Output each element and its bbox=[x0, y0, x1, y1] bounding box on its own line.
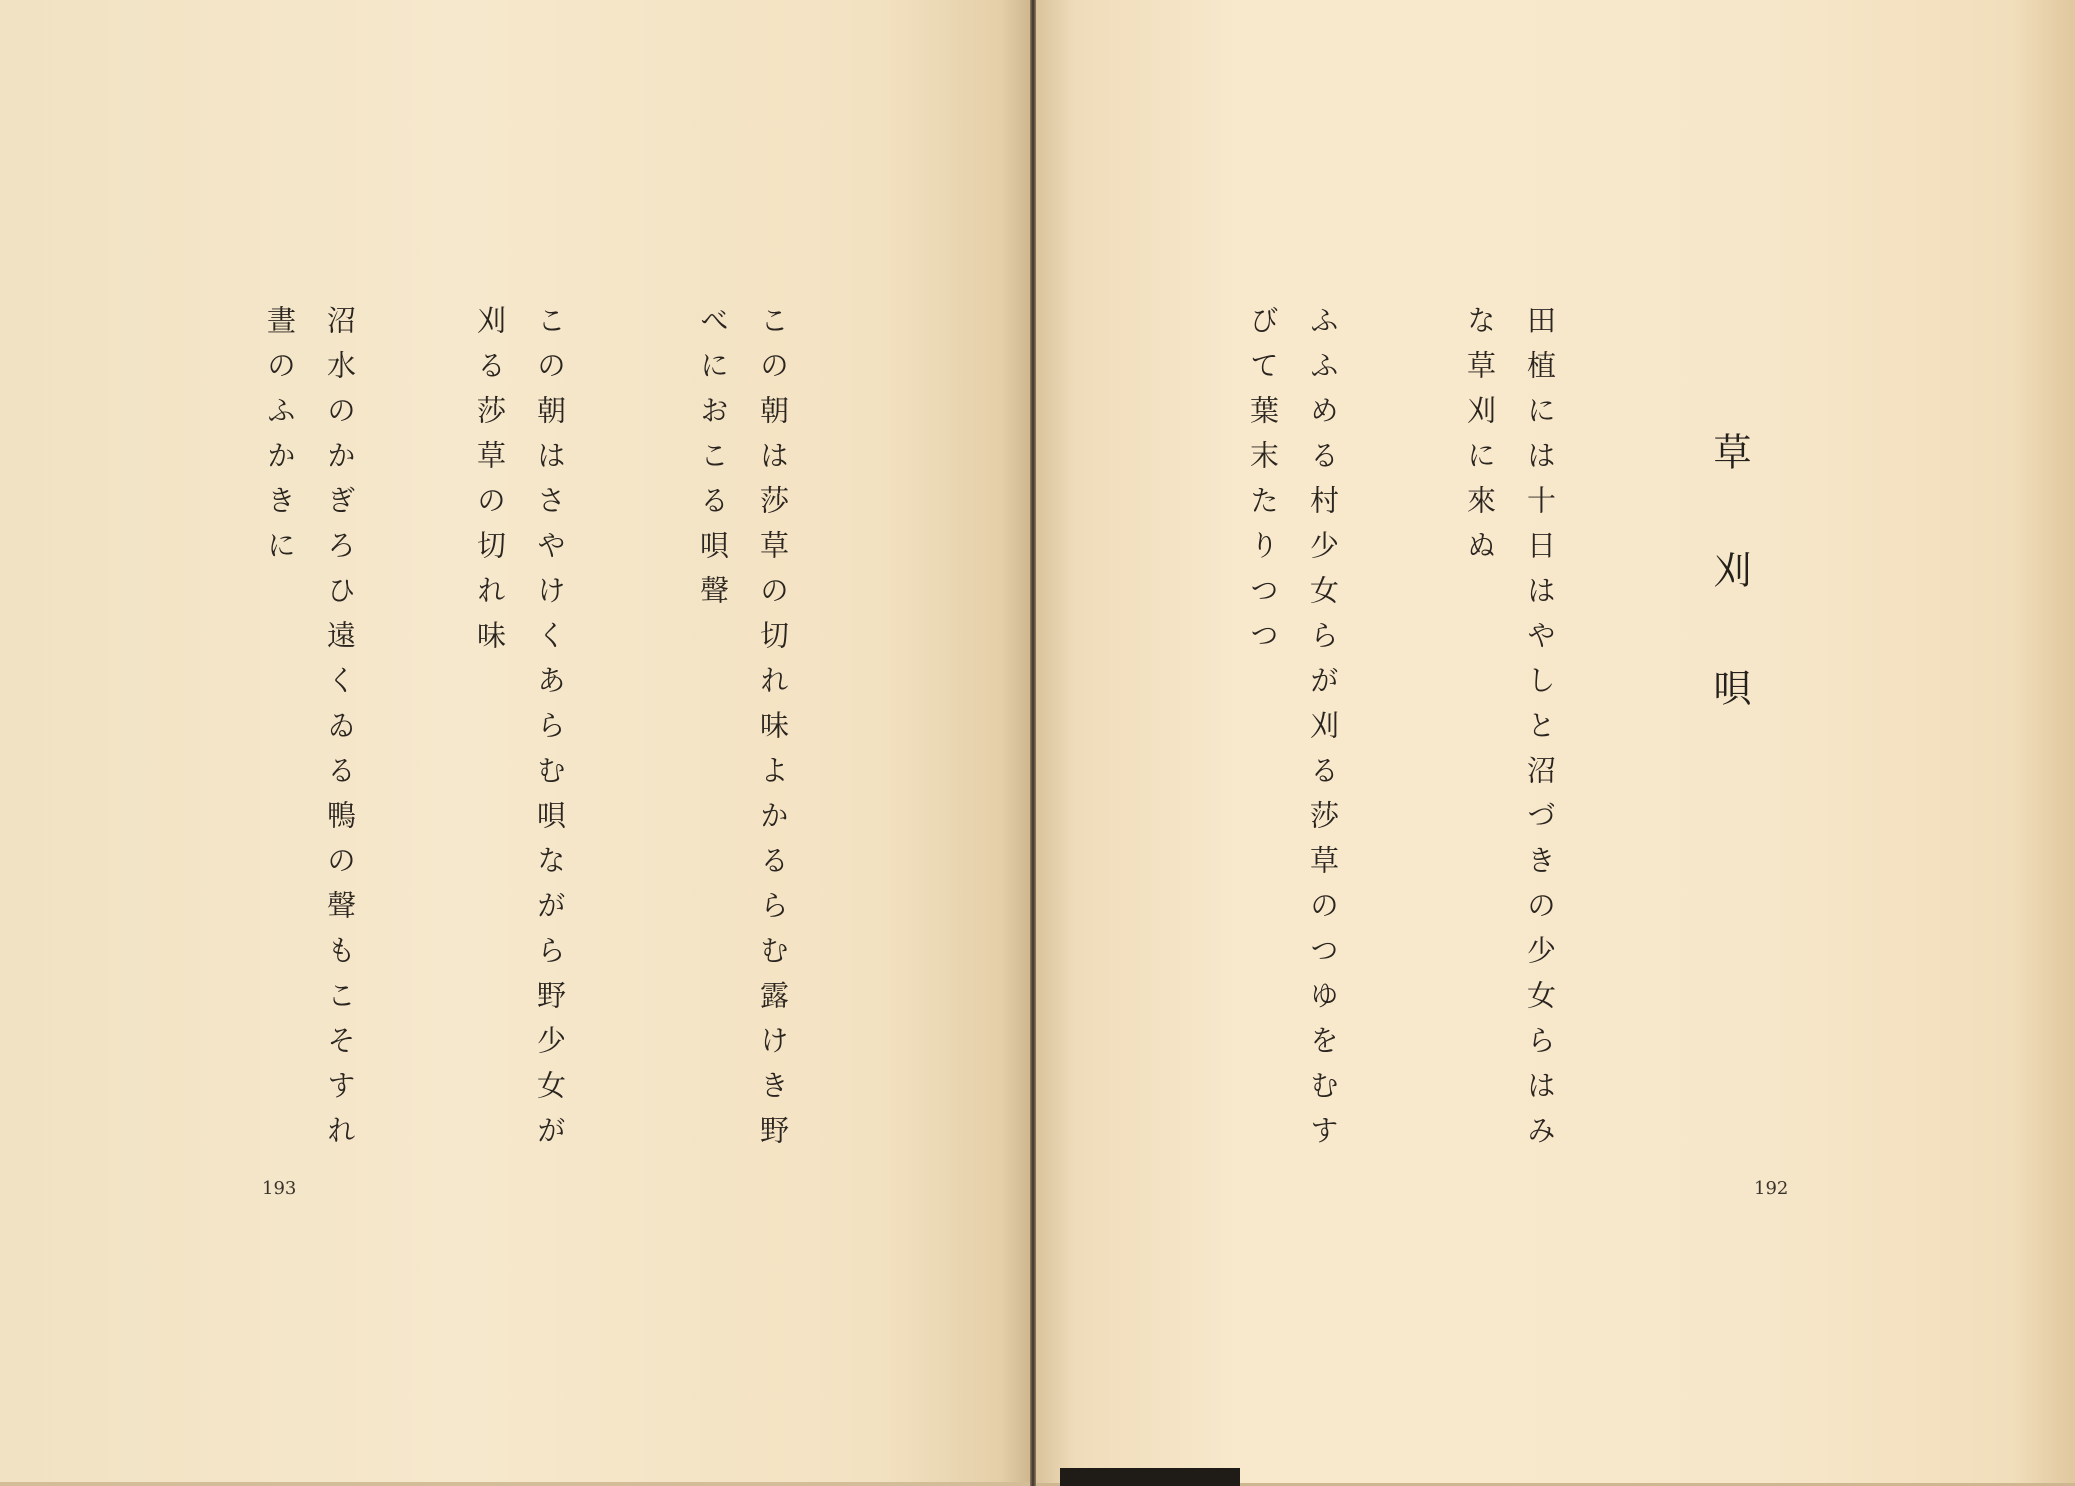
left-page bbox=[0, 0, 1032, 1486]
page-title: 草刈唄 bbox=[1707, 432, 1751, 786]
page-number: 192 bbox=[1754, 1178, 1789, 1199]
verse-line: 晝のふかきに bbox=[263, 305, 297, 575]
verse-line: 刈る莎草の切れ味 bbox=[473, 305, 507, 665]
verse-line: 沼水のかぎろひ遠くゐる鴨の聲もこそすれ bbox=[323, 305, 357, 1160]
verse-line: べにおこる唄聲 bbox=[696, 305, 730, 620]
verse-line: 田植には十日はやしと沼づきの少女らはみ bbox=[1523, 305, 1557, 1160]
book-gutter bbox=[1030, 0, 1036, 1486]
verse-line: びて葉末たりつつ bbox=[1246, 305, 1280, 665]
verse-line: ふふめる村少女らが刈る莎草のつゆをむす bbox=[1306, 305, 1340, 1160]
verse-line: な草刈に來ぬ bbox=[1463, 305, 1497, 575]
page-number: 193 bbox=[262, 1178, 297, 1199]
page-edge-shadow bbox=[1060, 1468, 1240, 1486]
verse-line: この朝は莎草の切れ味よかるらむ露けき野 bbox=[756, 305, 790, 1160]
verse-line: この朝はさやけくあらむ唄ながら野少女が bbox=[533, 305, 567, 1160]
right-page bbox=[1034, 0, 2075, 1486]
